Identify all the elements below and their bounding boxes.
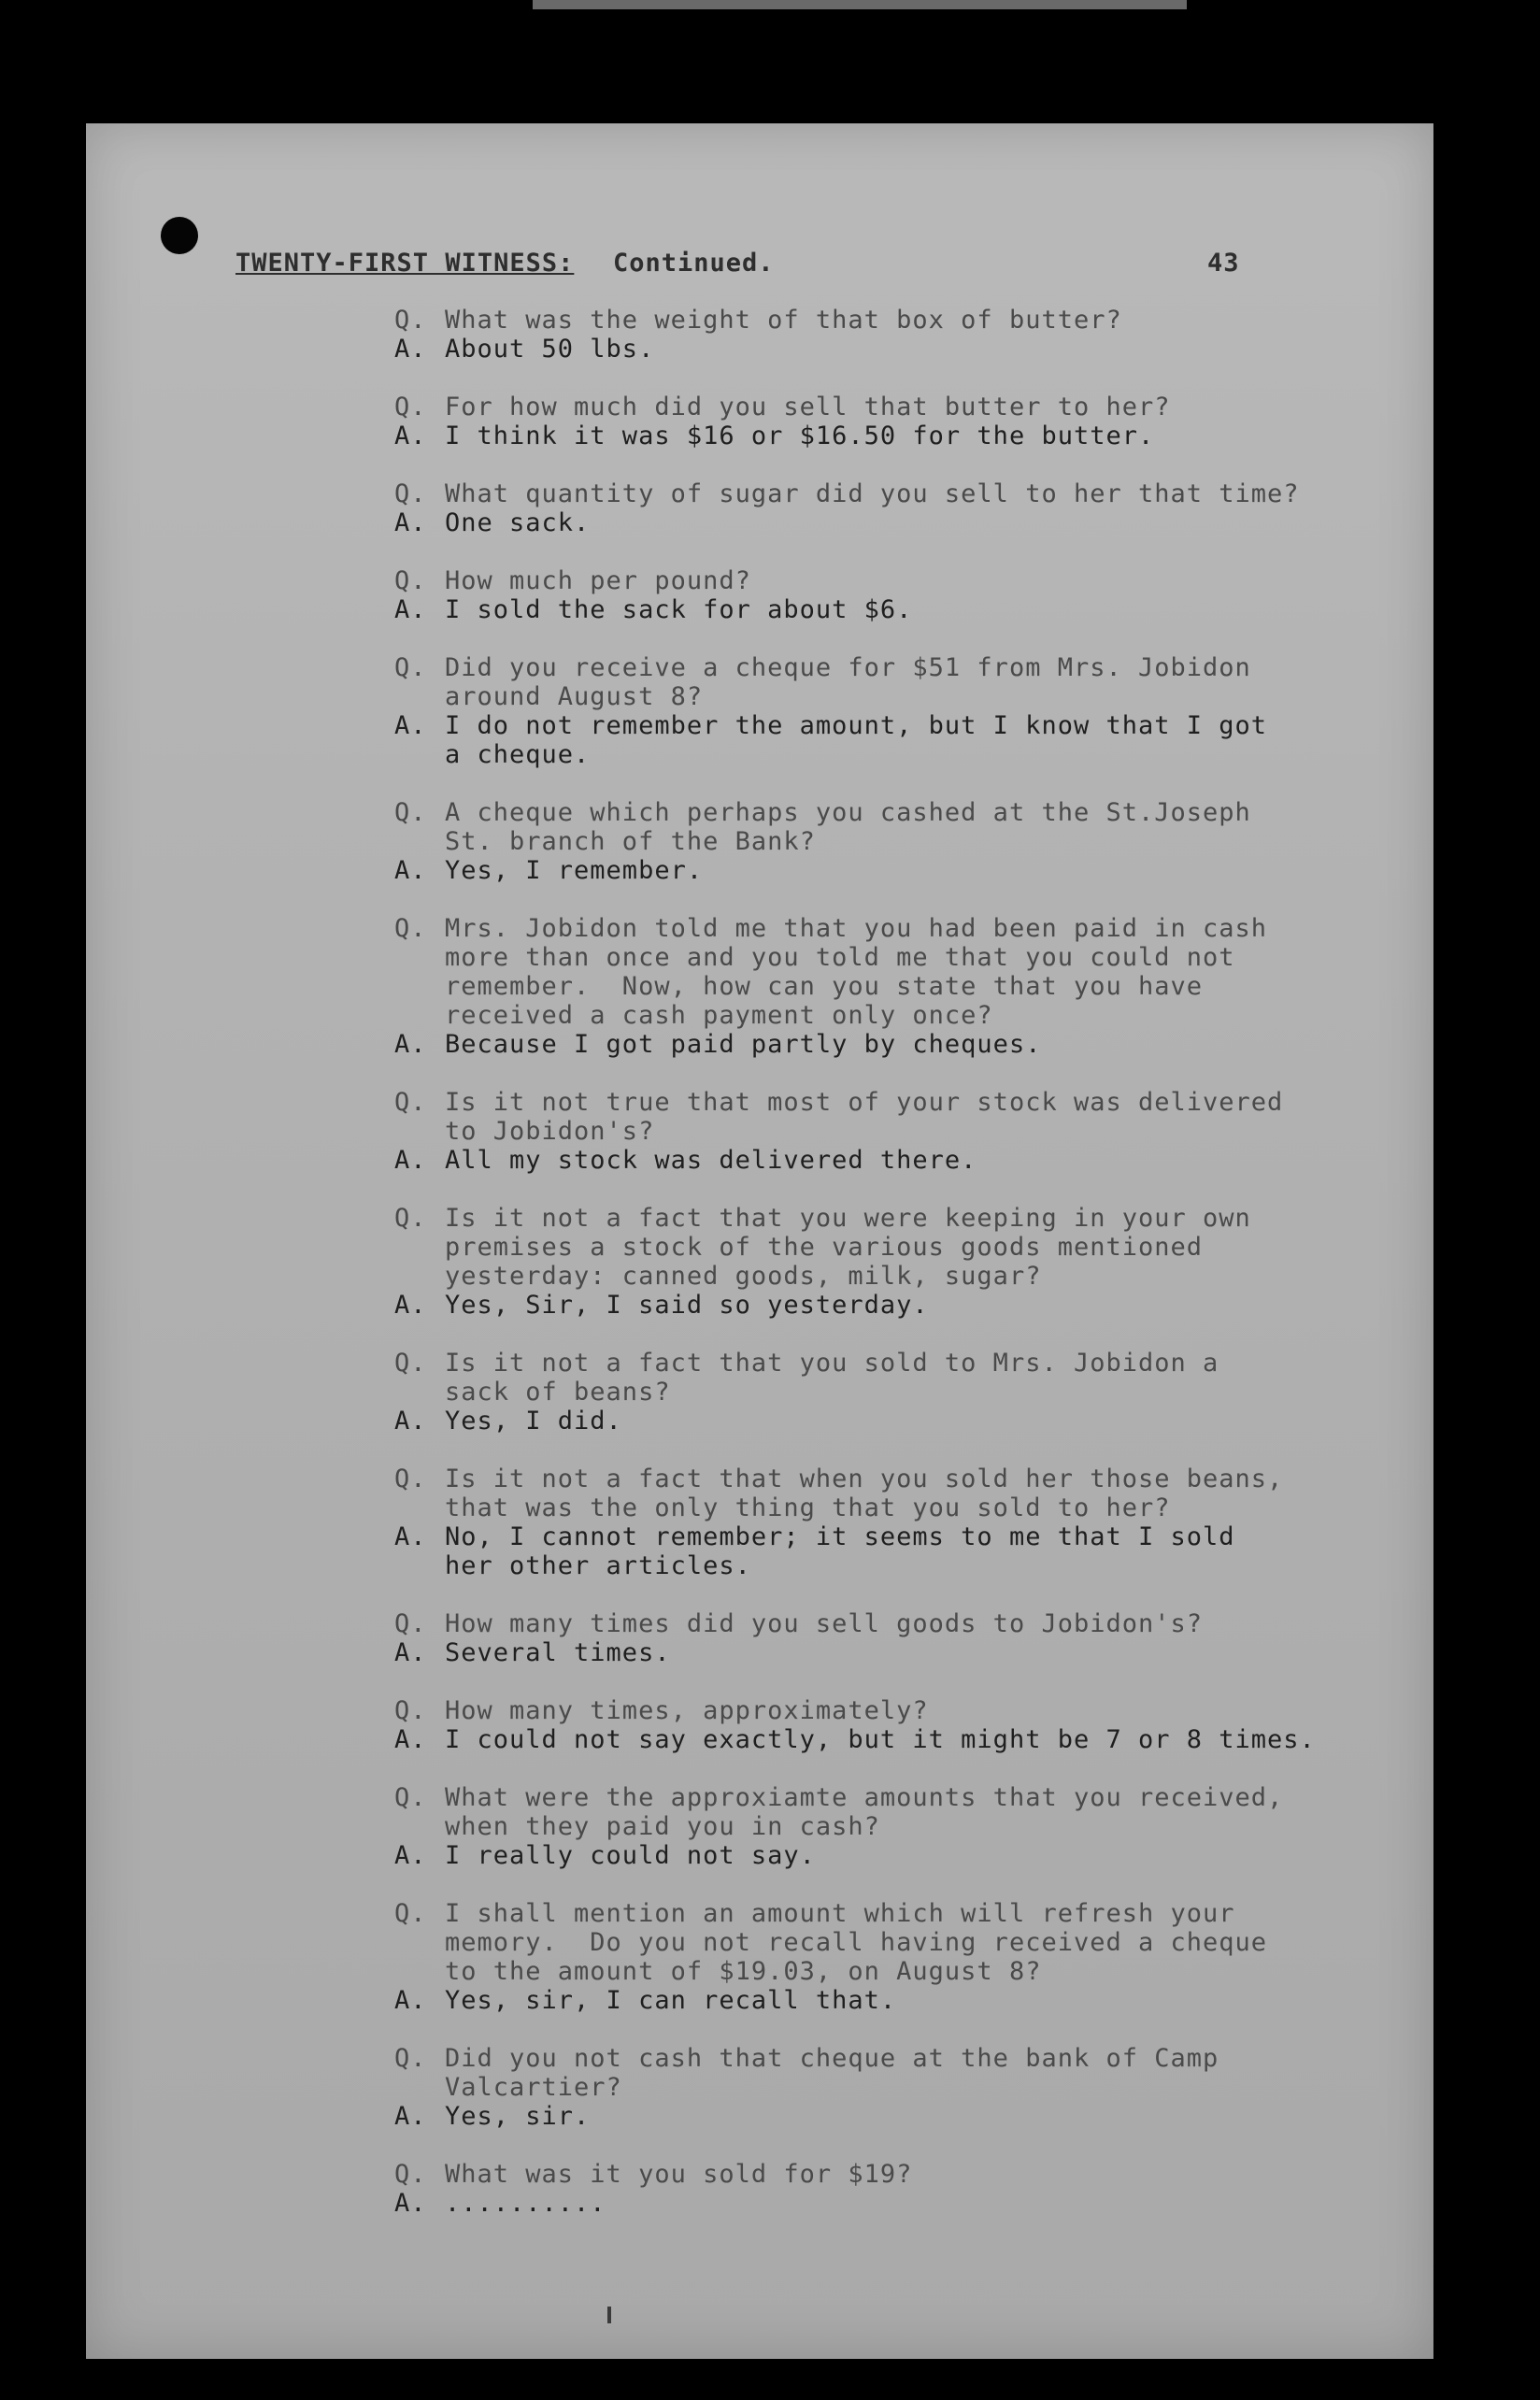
answer-text: Several times. <box>445 1638 671 1667</box>
answer-text: Yes, sir, I can recall that. <box>445 1986 897 2015</box>
answer-line <box>394 1986 1385 2015</box>
question-marker <box>394 1812 445 1841</box>
answer-text: All my stock was delivered there. <box>445 1146 977 1175</box>
question-line <box>394 1696 1385 1725</box>
question-marker: Q. <box>394 2044 427 2073</box>
question-marker <box>394 1262 445 1291</box>
answer-line <box>394 2189 1385 2218</box>
answer-text: I do not remember the amount, but I know that I got <box>445 711 1268 740</box>
question-line <box>394 1088 1385 1117</box>
answer-marker: A. <box>394 1986 427 2015</box>
question-text: How many times did you sell goods to Jobidon's? <box>445 1609 1204 1638</box>
witness-title: TWENTY-FIRST WITNESS: <box>235 249 575 278</box>
question-text: What quantity of sugar did you sell to her that time? <box>445 479 1300 508</box>
answer-marker: A. <box>394 1146 427 1175</box>
question-line <box>394 1233 1385 1262</box>
question-text: when they paid you in cash? <box>445 1812 880 1841</box>
question-text: I shall mention an amount which will refresh your <box>445 1899 1235 1928</box>
question-marker: Q. <box>394 1204 427 1233</box>
answer-text: a cheque. <box>445 740 591 769</box>
question-line <box>394 1464 1385 1493</box>
answer-marker <box>394 1551 445 1580</box>
question-text: Did you receive a cheque for $51 from Mrs. Jobidon <box>445 653 1251 682</box>
question-text: more than once and you told me that you could not <box>445 943 1235 972</box>
question-marker: Q. <box>394 306 427 335</box>
answer-text: No, I cannot remember; it seems to me that I sold <box>445 1522 1235 1551</box>
qa-exchange <box>394 914 1385 1059</box>
question-text: Valcartier? <box>445 2073 622 2102</box>
question-marker: Q. <box>394 1696 427 1725</box>
question-marker: Q. <box>394 479 427 508</box>
question-marker: Q. <box>394 653 427 682</box>
question-marker <box>394 1493 445 1522</box>
answer-line <box>394 740 1385 769</box>
question-line <box>394 1957 1385 1986</box>
answer-marker: A. <box>394 856 427 885</box>
answer-text: Yes, Sir, I said so yesterday. <box>445 1291 929 1320</box>
answer-marker: A. <box>394 2102 427 2131</box>
question-text: How much per pound? <box>445 566 751 595</box>
answer-marker: A. <box>394 1638 427 1667</box>
stray-mark <box>607 2307 611 2323</box>
answer-marker <box>394 740 445 769</box>
qa-exchange <box>394 1609 1385 1667</box>
question-text: around August 8? <box>445 682 704 711</box>
punch-hole <box>161 217 198 254</box>
answer-line <box>394 1146 1385 1175</box>
question-marker <box>394 1378 445 1407</box>
question-line <box>394 682 1385 711</box>
question-line <box>394 1812 1385 1841</box>
question-line <box>394 1117 1385 1146</box>
question-line <box>394 1378 1385 1407</box>
question-line <box>394 393 1385 421</box>
answer-marker: A. <box>394 335 427 364</box>
question-marker <box>394 2073 445 2102</box>
question-text: What were the approxiamte amounts that you received, <box>445 1783 1284 1812</box>
question-text: St. branch of the Bank? <box>445 827 816 856</box>
qa-exchange <box>394 479 1385 537</box>
question-line <box>394 479 1385 508</box>
question-line <box>394 943 1385 972</box>
question-line <box>394 1783 1385 1812</box>
question-marker: Q. <box>394 1088 427 1117</box>
qa-exchange <box>394 1696 1385 1754</box>
question-text: to the amount of $19.03, on August 8? <box>445 1957 1042 1986</box>
question-marker: Q. <box>394 914 427 943</box>
qa-exchange <box>394 1349 1385 1436</box>
question-marker: Q. <box>394 1464 427 1493</box>
answer-line <box>394 508 1385 537</box>
answer-line <box>394 1725 1385 1754</box>
question-line <box>394 2073 1385 2102</box>
continued-label: Continued. <box>613 249 775 278</box>
question-text: Mrs. Jobidon told me that you had been paid in cash <box>445 914 1268 943</box>
question-marker <box>394 1957 445 1986</box>
answer-line <box>394 421 1385 450</box>
answer-marker: A. <box>394 1522 427 1551</box>
answer-line <box>394 2102 1385 2131</box>
question-line <box>394 1899 1385 1928</box>
question-text: Is it not a fact that you sold to Mrs. Jobidon a <box>445 1349 1219 1378</box>
question-text: What was it you sold for $19? <box>445 2160 913 2189</box>
question-marker: Q. <box>394 1609 427 1638</box>
answer-text: I could not say exactly, but it might be 7 or 8 times. <box>445 1725 1316 1754</box>
question-text: Is it not a fact that when you sold her those beans, <box>445 1464 1284 1493</box>
answer-line <box>394 711 1385 740</box>
question-marker: Q. <box>394 798 427 827</box>
question-text: remember. Now, how can you state that you have <box>445 972 1204 1001</box>
question-text: sack of beans? <box>445 1378 671 1407</box>
question-line <box>394 2044 1385 2073</box>
page-header <box>235 249 1282 282</box>
question-marker: Q. <box>394 1349 427 1378</box>
answer-line <box>394 1407 1385 1436</box>
qa-exchange <box>394 1464 1385 1580</box>
answer-line <box>394 1030 1385 1059</box>
question-marker <box>394 972 445 1001</box>
answer-line <box>394 856 1385 885</box>
question-line <box>394 1204 1385 1233</box>
qa-exchange <box>394 798 1385 885</box>
answer-marker: A. <box>394 1291 427 1320</box>
question-marker <box>394 682 445 711</box>
question-marker <box>394 943 445 972</box>
question-text: Is it not a fact that you were keeping in your own <box>445 1204 1251 1233</box>
question-line <box>394 1493 1385 1522</box>
answer-line <box>394 1291 1385 1320</box>
question-marker: Q. <box>394 566 427 595</box>
answer-text: .......... <box>445 2189 606 2218</box>
answer-text: Yes, I remember. <box>445 856 704 885</box>
answer-marker: A. <box>394 1841 427 1870</box>
question-line <box>394 914 1385 943</box>
question-text: that was the only thing that you sold to her? <box>445 1493 1171 1522</box>
qa-exchange <box>394 1783 1385 1870</box>
question-marker <box>394 1117 445 1146</box>
qa-exchange <box>394 1204 1385 1320</box>
answer-marker: A. <box>394 1030 427 1059</box>
question-line <box>394 1262 1385 1291</box>
question-marker <box>394 1928 445 1957</box>
question-line <box>394 1928 1385 1957</box>
question-line <box>394 2160 1385 2189</box>
answer-text: One sack. <box>445 508 591 537</box>
question-marker: Q. <box>394 1899 427 1928</box>
page-number: 43 <box>1207 249 1240 278</box>
question-text: A cheque which perhaps you cashed at the St.Joseph <box>445 798 1251 827</box>
question-text: yesterday: canned goods, milk, sugar? <box>445 1262 1042 1291</box>
answer-line <box>394 595 1385 624</box>
question-text: For how much did you sell that butter to her? <box>445 393 1171 421</box>
answer-text: I sold the sack for about $6. <box>445 595 913 624</box>
question-text: Is it not true that most of your stock was delivered <box>445 1088 1284 1117</box>
question-line <box>394 972 1385 1001</box>
qa-exchange <box>394 2044 1385 2131</box>
question-line <box>394 653 1385 682</box>
testimony-body <box>394 306 1385 2247</box>
question-marker: Q. <box>394 2160 427 2189</box>
question-line <box>394 1349 1385 1378</box>
answer-text: I think it was $16 or $16.50 for the butter. <box>445 421 1155 450</box>
question-line <box>394 306 1385 335</box>
qa-exchange <box>394 2160 1385 2218</box>
answer-text: Yes, I did. <box>445 1407 622 1436</box>
scanner-edge <box>533 0 1187 9</box>
answer-line <box>394 1638 1385 1667</box>
question-text: memory. Do you not recall having received a cheque <box>445 1928 1268 1957</box>
question-marker <box>394 1233 445 1262</box>
question-text: received a cash payment only once? <box>445 1001 993 1030</box>
question-line <box>394 1609 1385 1638</box>
answer-text: Yes, sir. <box>445 2102 591 2131</box>
answer-text: About 50 lbs. <box>445 335 655 364</box>
question-marker: Q. <box>394 1783 427 1812</box>
qa-exchange <box>394 653 1385 769</box>
answer-line <box>394 335 1385 364</box>
answer-marker: A. <box>394 421 427 450</box>
question-text: What was the weight of that box of butter? <box>445 306 1122 335</box>
qa-exchange <box>394 306 1385 364</box>
answer-line <box>394 1522 1385 1551</box>
question-line <box>394 798 1385 827</box>
question-line <box>394 566 1385 595</box>
question-marker <box>394 827 445 856</box>
qa-exchange <box>394 393 1385 450</box>
answer-line <box>394 1551 1385 1580</box>
question-text: How many times, approximately? <box>445 1696 929 1725</box>
question-line <box>394 1001 1385 1030</box>
question-text: to Jobidon's? <box>445 1117 655 1146</box>
answer-marker: A. <box>394 508 427 537</box>
question-marker <box>394 1001 445 1030</box>
answer-text: I really could not say. <box>445 1841 816 1870</box>
answer-text: Because I got paid partly by cheques. <box>445 1030 1042 1059</box>
answer-marker: A. <box>394 1407 427 1436</box>
qa-exchange <box>394 566 1385 624</box>
answer-marker: A. <box>394 711 427 740</box>
question-text: Did you not cash that cheque at the bank of Camp <box>445 2044 1219 2073</box>
question-marker: Q. <box>394 393 427 421</box>
qa-exchange <box>394 1088 1385 1175</box>
question-text: premises a stock of the various goods mentioned <box>445 1233 1204 1262</box>
answer-line <box>394 1841 1385 1870</box>
answer-marker: A. <box>394 2189 427 2218</box>
question-line <box>394 827 1385 856</box>
qa-exchange <box>394 1899 1385 2015</box>
answer-text: her other articles. <box>445 1551 751 1580</box>
answer-marker: A. <box>394 1725 427 1754</box>
answer-marker: A. <box>394 595 427 624</box>
